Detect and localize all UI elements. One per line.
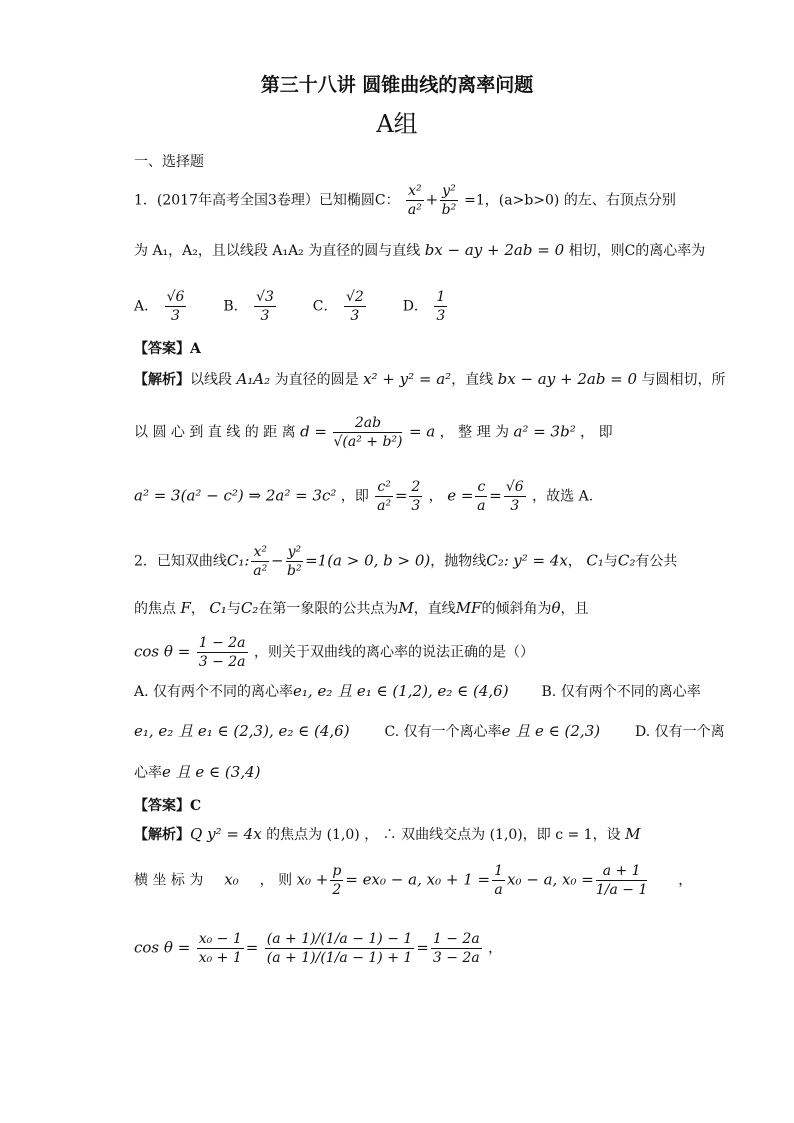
q2-option-row-1 [134, 682, 701, 701]
q2-l1f: 有公共 [635, 553, 678, 570]
q2-analysis-2: 横 坐 标 为 x₀ ， 则 x₀ + $\frac{p}{2}$ = ex₀ − a, x₀ + 1 = $\frac{1}{a}$ x₀ − a, x₀ = $\frac{a + 1}{1/a - 1}$ ， [134, 863, 693, 898]
a2c-text: ， 整 理 为 [439, 424, 510, 441]
q1-eq-tail: =1，(a>b>0) 的左、右顶点分别 [464, 192, 676, 209]
frac-x0: $\frac{a + 1}{1/a - 1}$ [595, 863, 648, 898]
a1-eq: x² + y² = a² [363, 370, 452, 388]
option-b-label: B． [223, 298, 248, 315]
q2-l2c: 在第一象限的公共点为 [258, 601, 399, 617]
q2-line-3 [134, 634, 534, 671]
frac-x2-a2: $\frac{\text{x²}}{\text{a²}}$ [407, 183, 422, 218]
q1-line2-text: 为 A₁，A₂，且以线段 A₁A₂ 为直径的圆与直线 [134, 243, 421, 259]
q2-l3b: ，则关于双曲线的离心率的说法正确的是（） [253, 644, 534, 661]
q2-option-row-3 [134, 763, 261, 782]
a1c-text: ，直线 [451, 372, 494, 388]
frac-cos-theta: $\frac{1 - 2a}{3 - 2a}$ [198, 635, 246, 670]
frac-distance: $\frac{2ab}{\text{√(a² + b²)}}$ [333, 415, 403, 450]
q2-s1d: ， ∴ 双曲线交点为 (1,0) [364, 827, 523, 843]
q1-line-1: 1．(2017年高考全国3卷理）已知椭圆C： $\frac{\text{x²}}{\text{a²}}$ + $\frac{\text{y²}}{\text{b²}}$ =1，(a>b>0) 的左、右顶点分别 [134, 183, 676, 218]
q2-s1f: ，设 [592, 827, 621, 843]
q1-analysis-2 [134, 414, 613, 451]
q2-optB: B. 仅有两个不同的离心率 [541, 684, 701, 700]
a3-eq: a² = 3(a² − c²) ⇒ 2a² = 3c² [134, 486, 337, 505]
group-heading: A组 [376, 110, 418, 138]
frac-c-a: $\frac{c}{a}$ [477, 479, 486, 514]
frac-sqrt6-3: $\frac{√6}{3}$ [505, 479, 524, 514]
option-c-value: $\frac{√2}{3}$ [345, 289, 364, 324]
q2-optA2: e₁, e₂ 且 e₁ ∈ (1,2), e₂ ∈ (4,6) [293, 682, 509, 700]
q2-optC: C. 仅有一个离心率 [384, 724, 502, 740]
frac-y2-b2: $\frac{\text{y²}}{\text{b²}}$ [441, 183, 457, 218]
q2-optA: A. 仅有两个不同的离心率 [134, 684, 294, 700]
q2-l3a: cos θ = [134, 642, 191, 661]
q2-s2b: x₀ [224, 870, 239, 889]
q2-l1d: y² = 4x [513, 551, 568, 570]
q2-s2d: = ex₀ − a, x₀ + 1 = [345, 870, 491, 889]
q2-s1b: Q y² = 4x [190, 825, 262, 843]
q2-s2f: ， [678, 872, 693, 889]
a2-text: 以 圆 心 到 直 线 的 距 离 [134, 424, 296, 441]
a3c-text: ， [428, 488, 443, 505]
q2-s1g: M [625, 825, 641, 843]
q2-s2a: 横 坐 标 为 [134, 872, 204, 889]
q2-l2a: 的焦点 [134, 601, 176, 617]
a2-eq: d = [300, 422, 328, 441]
a1e-text: 与圆相切，所 [641, 372, 726, 388]
q2-s3b: ， [488, 940, 503, 957]
a2b-eq: = a [408, 422, 436, 441]
q1-answer: 【答案】A [134, 341, 201, 357]
q2-l1a: 2．已知双曲线 [134, 553, 227, 570]
q2-line-2: 的焦点 F， C₁与C₂在第一象限的公共点为M，直线MF的倾斜角为θ，且 [134, 599, 589, 617]
q2-s2c: ， 则 [259, 872, 293, 889]
option-d-label: D． [402, 298, 428, 315]
frac-q2-x2a2: $\frac{\text{x²}}{\text{a²}}$ [253, 544, 268, 579]
q2-s3a: cos θ = [134, 938, 191, 957]
q2-l2d: ，直线 [413, 601, 456, 617]
q2-optB2: e₁, e₂ 且 e₁ ∈ (2,3), e₂ ∈ (4,6) [134, 722, 350, 740]
q1-lead: 1．(2017年高考全国3卷理）已知椭圆C： [134, 192, 400, 209]
option-d-value: $\frac{1}{3}$ [436, 289, 446, 324]
frac-nested: $\frac{(a + 1)/(1/a - 1) - 1}{(a + 1)/(1/a - 1) + 1}$ [266, 931, 413, 966]
q2-l1c: ，抛物线 [430, 553, 487, 570]
q1-line2-eq: bx − ay + 2ab = 0 [424, 241, 565, 259]
option-c-label: C． [312, 298, 338, 315]
q2-optC2: e 且 e ∈ (2,3) [501, 722, 601, 740]
option-a-label: A． [134, 298, 159, 315]
q2-l2b: ， [190, 601, 205, 617]
q2-s1e: ，即 c = 1 [522, 827, 593, 843]
analysis-label: 【解析】 [134, 372, 190, 388]
q1-line2-tail: 相切，则C的离心率为 [568, 243, 706, 259]
q2-analysis-3: cos θ = $\frac{\text{x₀ − 1}}{\text{x₀ + 1}}$ = $\frac{(a + 1)/(1/a - 1) - 1}{(a + 1)/(1/a - 1) + 1}$ = $\frac{1 - 2a}{3 - 2a}$ ， [134, 931, 503, 966]
a2e-text: ， 即 [580, 424, 613, 441]
q1-line-2 [134, 241, 705, 260]
frac-1-a: $\frac{1}{a}$ [494, 863, 503, 898]
q1-analysis-1: 【解析】以线段 A₁A₂ 为直径的圆是 x² + y² = a²，直线 bx − ay + 2ab = 0 与圆相切，所 [134, 370, 726, 388]
a2d-eq: a² = 3b² [513, 422, 576, 441]
page-title: 第三十八讲 圆锥曲线的离率问题 [260, 74, 534, 96]
option-a-value: $\frac{√6}{3}$ [166, 289, 185, 324]
frac-2-3: $\frac{2}{3}$ [411, 479, 421, 514]
q2-line-1: 2．已知双曲线C₁: $\frac{\text{x²}}{\text{a²}}$ − $\frac{\text{y²}}{\text{b²}}$ =1(a > 0, b > 0)，抛物线C₂: y² = 4x， C₁与C₂有公共 [134, 544, 678, 579]
q2-analysis-1 [134, 825, 640, 844]
q2-answer: 【答案】C [134, 798, 202, 814]
q2-optD3: e 且 e ∈ (3,4) [162, 763, 261, 781]
a1d-eq: bx − ay + 2ab = 0 [497, 370, 638, 388]
a1b-text: 为直径的圆是 [274, 372, 359, 388]
q2-s1c: 的焦点为 (1,0) [266, 827, 360, 843]
q1-analysis-3: a² = 3(a² − c²) ⇒ 2a² = 3c² ，即 $\frac{\text{c²}}{\text{a²}}$ = $\frac{2}{3}$ ， e = $\frac{c}{a}$ = $\frac{√6}{3}$ ，故选 A. [134, 479, 594, 514]
q2-optD2: 心率 [134, 765, 162, 781]
section-heading: 一、选择题 [134, 154, 204, 170]
q2-analysis-label: 【解析】 [134, 827, 190, 843]
frac-c2-a2: $\frac{\text{c²}}{\text{a²}}$ [377, 479, 392, 514]
frac-result: $\frac{1 - 2a}{3 - 2a}$ [432, 931, 480, 966]
q2-l1e: ， [567, 553, 582, 570]
frac-q2-y2b2: $\frac{\text{y²}}{\text{b²}}$ [287, 544, 302, 579]
a3d-text: ，故选 A. [532, 488, 594, 505]
q2-s2e: x₀ − a, x₀ = [507, 870, 594, 889]
q2-l2e: 的倾斜角为 [481, 601, 552, 617]
q2-l2f: ，且 [560, 601, 589, 617]
a1-text: 以线段 [190, 372, 232, 388]
frac-p-2: $\frac{p}{2}$ [332, 863, 342, 898]
a3b-text: ，即 [340, 488, 369, 505]
q2-option-row-2 [134, 722, 725, 741]
q2-optD: D. 仅有一个离 [635, 724, 725, 740]
q2-l1b: =1(a > 0, b > 0) [305, 551, 431, 570]
frac-x0-ratio: $\frac{\text{x₀ − 1}}{\text{x₀ + 1}}$ [198, 931, 242, 966]
option-b-value: $\frac{√3}{3}$ [256, 289, 274, 324]
q1-options [134, 288, 449, 325]
